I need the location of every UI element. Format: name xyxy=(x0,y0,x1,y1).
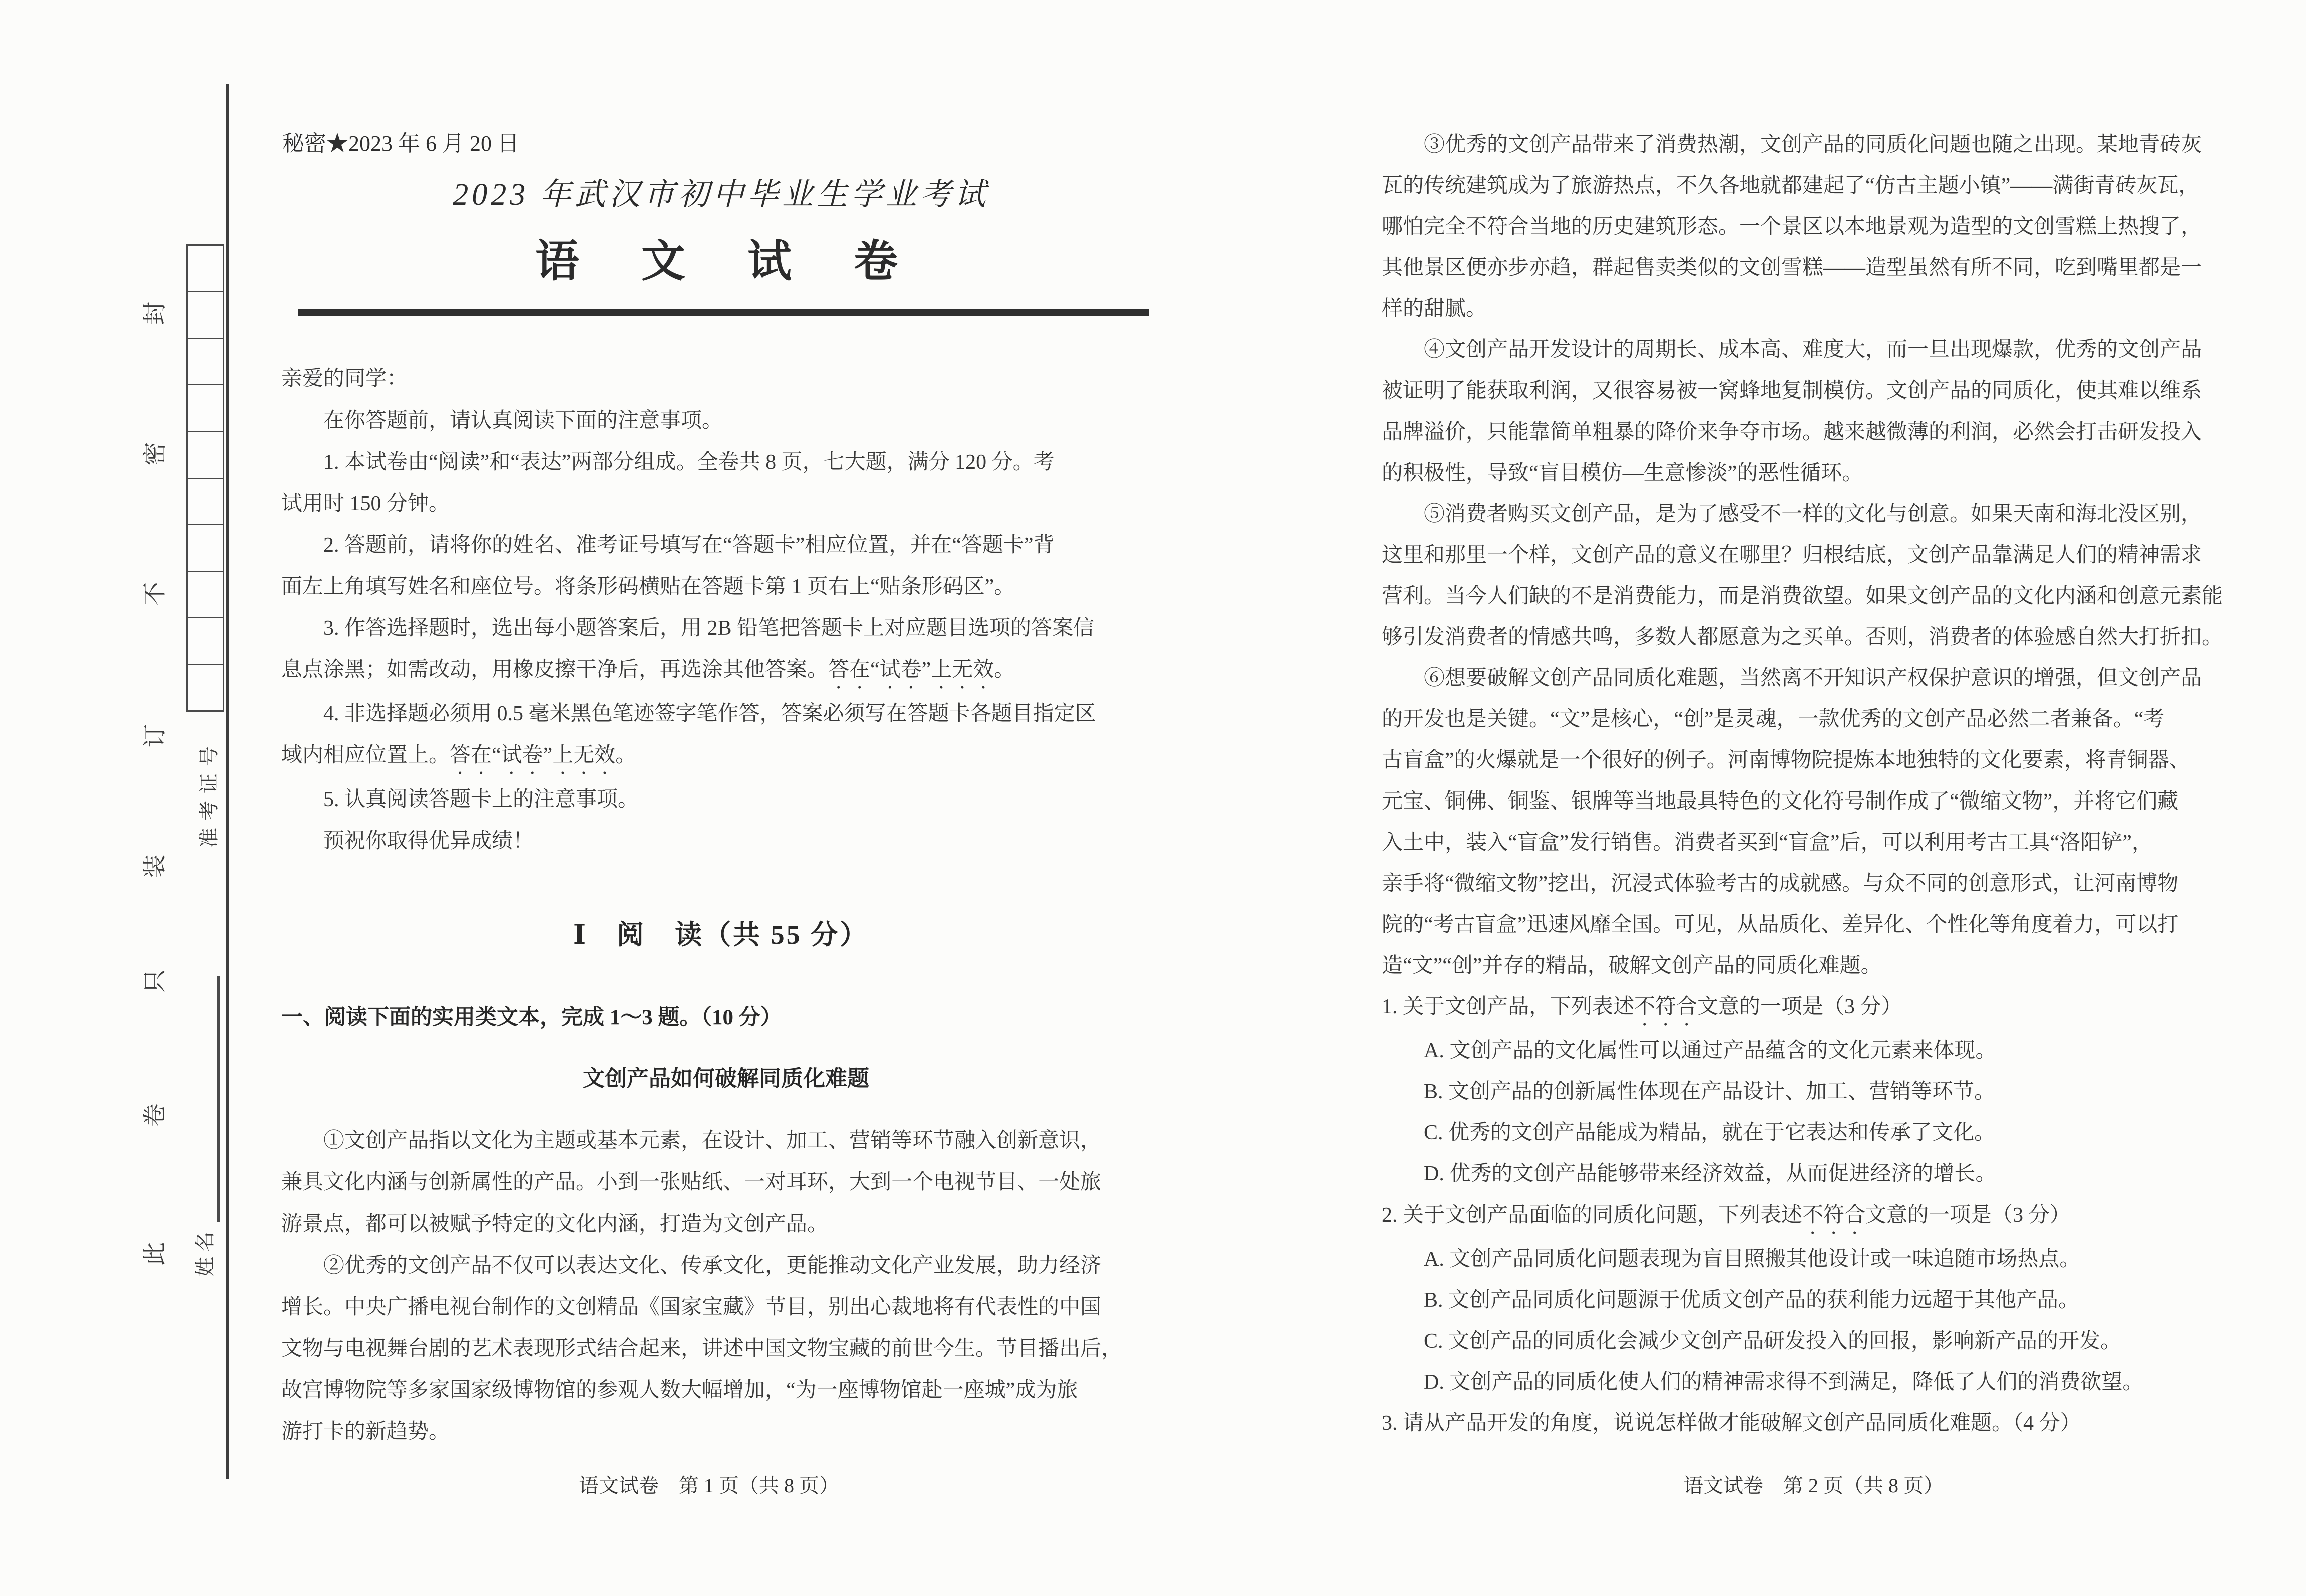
text-line: ①文创产品指以文化为主题或基本元素，在设计、加工、营销等环节融入创新意识， xyxy=(323,1129,1102,1152)
exam-notices xyxy=(281,358,1203,862)
question-2-option-b: B. 文创产品同质化问题源于优质文创产品的获利能力远超于其他产品。 xyxy=(1424,1289,2080,1312)
text-line: 增长。中央广播电视台制作的文创精品《国家宝藏》节目，别出心裁地将有代表性的中国 xyxy=(281,1296,1102,1319)
question-1-option-a: A. 文创产品的文化属性可以通过产品蕴含的文化元素来体现。 xyxy=(1424,1039,1997,1062)
notice-line: 4. 非选择题必须用 0.5 毫米黑色笔迹签字笔作答，答案必须写在答题卡各题目指定区 xyxy=(323,702,1096,725)
text-line: ⑥想要破解文创产品同质化难题，当然离不开知识产权保护意识的增强，但文创产品 xyxy=(1424,667,2202,690)
question-emphasized-text: 不符合 xyxy=(1634,995,1698,1018)
title-rule xyxy=(298,309,1149,316)
notice-emphasized-text: 答在“试卷”上无效。 xyxy=(828,658,1015,681)
page-1 xyxy=(280,0,1204,1596)
page-2-footer: 语文试卷 第 2 页（共 8 页） xyxy=(1683,1474,1944,1497)
article-body-page1 xyxy=(281,1120,1203,1453)
notice-line: 试用时 150 分钟。 xyxy=(281,492,450,515)
page-1-footer: 语文试卷 第 1 页（共 8 页） xyxy=(579,1474,839,1497)
ticket-digit-cell xyxy=(188,246,223,292)
text-line: 游打卡的新趋势。 xyxy=(281,1420,450,1443)
question-1-option-c: C. 优秀的文创产品能成为精品，就在于它表达和传承了文化。 xyxy=(1424,1121,1996,1144)
question-3-stem: 3. 请从产品开发的角度，说说怎样做才能破解文创产品同质化难题。（4 分） xyxy=(1382,1412,2081,1435)
name-label: 姓名 xyxy=(194,1227,216,1277)
question-2-option-c: C. 文创产品的同质化会减少文创产品研发投入的回报，影响新产品的开发。 xyxy=(1424,1330,2122,1353)
question-1-option-b: B. 文创产品的创新属性体现在产品设计、加工、营销等环节。 xyxy=(1424,1080,1996,1103)
text-line: 故宫博物院等多家国家级博物馆的参观人数大幅增加，“为一座博物馆赴一座城”成为旅 xyxy=(281,1379,1078,1402)
seal-char: 此 xyxy=(142,1242,168,1266)
article-title: 文创产品如何破解同质化难题 xyxy=(583,1066,869,1091)
ticket-digit-cell xyxy=(188,665,223,710)
seal-char: 订 xyxy=(142,724,168,748)
question-1-option-d: D. 优秀的文创产品能够带来经济效益，从而促进经济的增长。 xyxy=(1424,1162,1997,1185)
ticket-digit-cell xyxy=(188,292,223,339)
ticket-digit-cell xyxy=(188,572,223,618)
notice-line: 面左上角填写姓名和座位号。将条形码横贴在答题卡第 1 页右上“贴条形码区”。 xyxy=(281,575,1015,598)
text-line: 兼具文化内涵与创新属性的产品。小到一张贴纸、一对耳环，大到一个电视节目、一处旅 xyxy=(281,1171,1102,1194)
text-line: 营利。当今人们缺的不是消费能力，而是消费欲望。如果文创产品的文化内涵和创意元素能 xyxy=(1382,585,2223,608)
notice-wish: 预祝你取得优异成绩！ xyxy=(323,830,534,853)
text-line: 入土中，装入“盲盒”发行销售。消费者买到“盲盒”后，可以利用考古工具“洛阳铲”， xyxy=(1382,831,2153,854)
page-2 xyxy=(1380,0,2306,1596)
section-1-heading: Ⅰ 阅 读（共 55 分） xyxy=(573,920,869,950)
ticket-digit-cell xyxy=(188,339,223,385)
seal-char: 不 xyxy=(142,582,168,606)
notice-emphasized-text: 答在“试卷”上无效。 xyxy=(450,744,637,767)
notice-intro: 在你答题前，请认真阅读下面的注意事项。 xyxy=(323,409,723,432)
ticket-number-grid xyxy=(186,244,224,712)
notice-line: 2. 答题前，请将你的姓名、准考证号填写在“答题卡”相应位置，并在“答题卡”背 xyxy=(323,534,1055,557)
notice-line xyxy=(281,649,1203,693)
notice-greeting: 亲爱的同学： xyxy=(281,367,408,390)
text-line: ②优秀的文创产品不仅可以表达文化、传承文化，更能推动文化产业发展，助力经济 xyxy=(323,1254,1102,1277)
seal-char: 密 xyxy=(142,442,168,466)
question-text: 1. 关于文创产品，下列表述 xyxy=(1382,995,1635,1018)
exam-title: 2023 年武汉市初中毕业生学业考试 xyxy=(453,178,989,212)
text-line: ③优秀的文创产品带来了消费热潮，文创产品的同质化问题也随之出现。某地青砖灰 xyxy=(1424,133,2202,156)
text-line: 够引发消费者的情感共鸣，多数人都愿意为之买单。否则，消费者的体验感自然大打折扣。 xyxy=(1382,626,2223,649)
ticket-digit-cell xyxy=(188,479,223,525)
text-line: 的积极性，导致“盲目模仿—生意惨淡”的恶性循环。 xyxy=(1382,462,1863,485)
question-text: 2. 关于文创产品面临的同质化问题，下列表述 xyxy=(1382,1204,1803,1227)
ticket-number-label: 准考证号 xyxy=(198,739,220,848)
question-2-option-d: D. 文创产品的同质化使人们的精神需求得不到满足，降低了人们的消费欲望。 xyxy=(1424,1371,2144,1394)
text-line: 文物与电视舞台剧的艺术表现形式结合起来，讲述中国文物宝藏的前世今生。节目播出后， xyxy=(281,1337,1123,1360)
question-1-stem xyxy=(1382,986,2288,1030)
seal-char: 装 xyxy=(142,854,168,878)
text-line: 的开发也是关键。“文”是核心，“创”是灵魂，一款优秀的文创产品必然二者兼备。“考 xyxy=(1382,708,2165,731)
classification-line: 秘密★2023 年 6 月 20 日 xyxy=(282,131,519,156)
text-line: 这里和那里一个样，文创产品的意义在哪里？归根结底，文创产品靠满足人们的精神需求 xyxy=(1382,544,2202,567)
ticket-digit-cell xyxy=(188,525,223,572)
text-line: 造“文”“创”并存的精品，破解文创产品的同质化难题。 xyxy=(1382,954,1882,977)
text-line: 元宝、铜佛、铜鉴、银牌等当地最具特色的文化符号制作成了“微缩文物”，并将它们藏 xyxy=(1382,790,2179,813)
question-text: 文意的一项是（3 分） xyxy=(1697,995,1902,1018)
seal-char: 封 xyxy=(142,301,168,325)
subject-title: 语 文 试 卷 xyxy=(535,238,907,286)
text-line: 样的甜腻。 xyxy=(1382,297,1487,320)
notice-line xyxy=(281,735,1203,779)
notice-line: 3. 作答选择题时，选出每小题答案后，用 2B 铅笔把答题卡上对应题目选项的答案信 xyxy=(323,617,1095,640)
question-2-option-a: A. 文创产品同质化问题表现为盲目照搬其他设计或一味追随市场热点。 xyxy=(1424,1248,2081,1271)
article-body-page2 xyxy=(1382,124,2288,1444)
seal-char: 只 xyxy=(142,969,168,993)
notice-line: 5. 认真阅读答题卡上的注意事项。 xyxy=(323,788,639,811)
text-line: 院的“考古盲盒”迅速风靡全国。可见，从品质化、差异化、个性化等角度着力，可以打 xyxy=(1382,913,2179,936)
text-line: 被证明了能获取利润，又很容易被一窝蜂地复制模仿。文创产品的同质化，使其难以维系 xyxy=(1382,379,2202,403)
text-line: 亲手将“微缩文物”挖出，沉浸式体验考古的成就感。与众不同的创意形式，让河南博物 xyxy=(1382,872,2179,895)
notice-text: 域内相应位置上。 xyxy=(281,744,450,767)
seal-border-line xyxy=(226,84,229,1479)
text-line: 其他景区便亦步亦趋，群起售卖类似的文创雪糕——造型虽然有所不同，吃到嘴里都是一 xyxy=(1382,256,2202,279)
question-text: 文意的一项是（3 分） xyxy=(1865,1204,2071,1227)
ticket-digit-cell xyxy=(188,618,223,665)
text-line: ⑤消费者购买文创产品，是为了感受不一样的文化与创意。如果天南和海北没区别， xyxy=(1424,503,2202,526)
notice-line: 1. 本试卷由“阅读”和“表达”两部分组成。全卷共 8 页，七大题，满分 120 分。考 xyxy=(323,451,1055,474)
name-underline xyxy=(217,976,220,1222)
text-line: 瓦的传统建筑成为了旅游热点，不久各地就都建起了“仿古主题小镇”——满街青砖灰瓦， xyxy=(1382,174,2200,197)
question-emphasized-text: 不符合 xyxy=(1802,1204,1866,1227)
ticket-digit-cell xyxy=(188,385,223,432)
text-line: 古盲盒”的火爆就是一个很好的例子。河南博物院提炼本地独特的文化要素，将青铜器、 xyxy=(1382,749,2190,772)
text-line: ④文创产品开发设计的周期长、成本高、难度大，而一旦出现爆款，优秀的文创产品 xyxy=(1424,338,2202,361)
text-line: 游景点，都可以被赋予特定的文化内涵，打造为文创产品。 xyxy=(281,1213,829,1236)
seal-char: 卷 xyxy=(142,1103,168,1127)
part-1-heading: 一、阅读下面的实用类文本，完成 1～3 题。（10 分） xyxy=(281,1006,782,1029)
ticket-digit-cell xyxy=(188,432,223,479)
notice-text: 息点涂黑；如需改动，用橡皮擦干净后，再选涂其他答案。 xyxy=(281,658,829,681)
question-2-stem xyxy=(1382,1194,2288,1239)
text-line: 品牌溢价，只能靠简单粗暴的降价来争夺市场。越来越微薄的利润，必然会打击研发投入 xyxy=(1382,421,2202,444)
text-line: 哪怕完全不符合当地的历史建筑形态。一个景区以本地景观为造型的文创雪糕上热搜了， xyxy=(1382,215,2202,238)
